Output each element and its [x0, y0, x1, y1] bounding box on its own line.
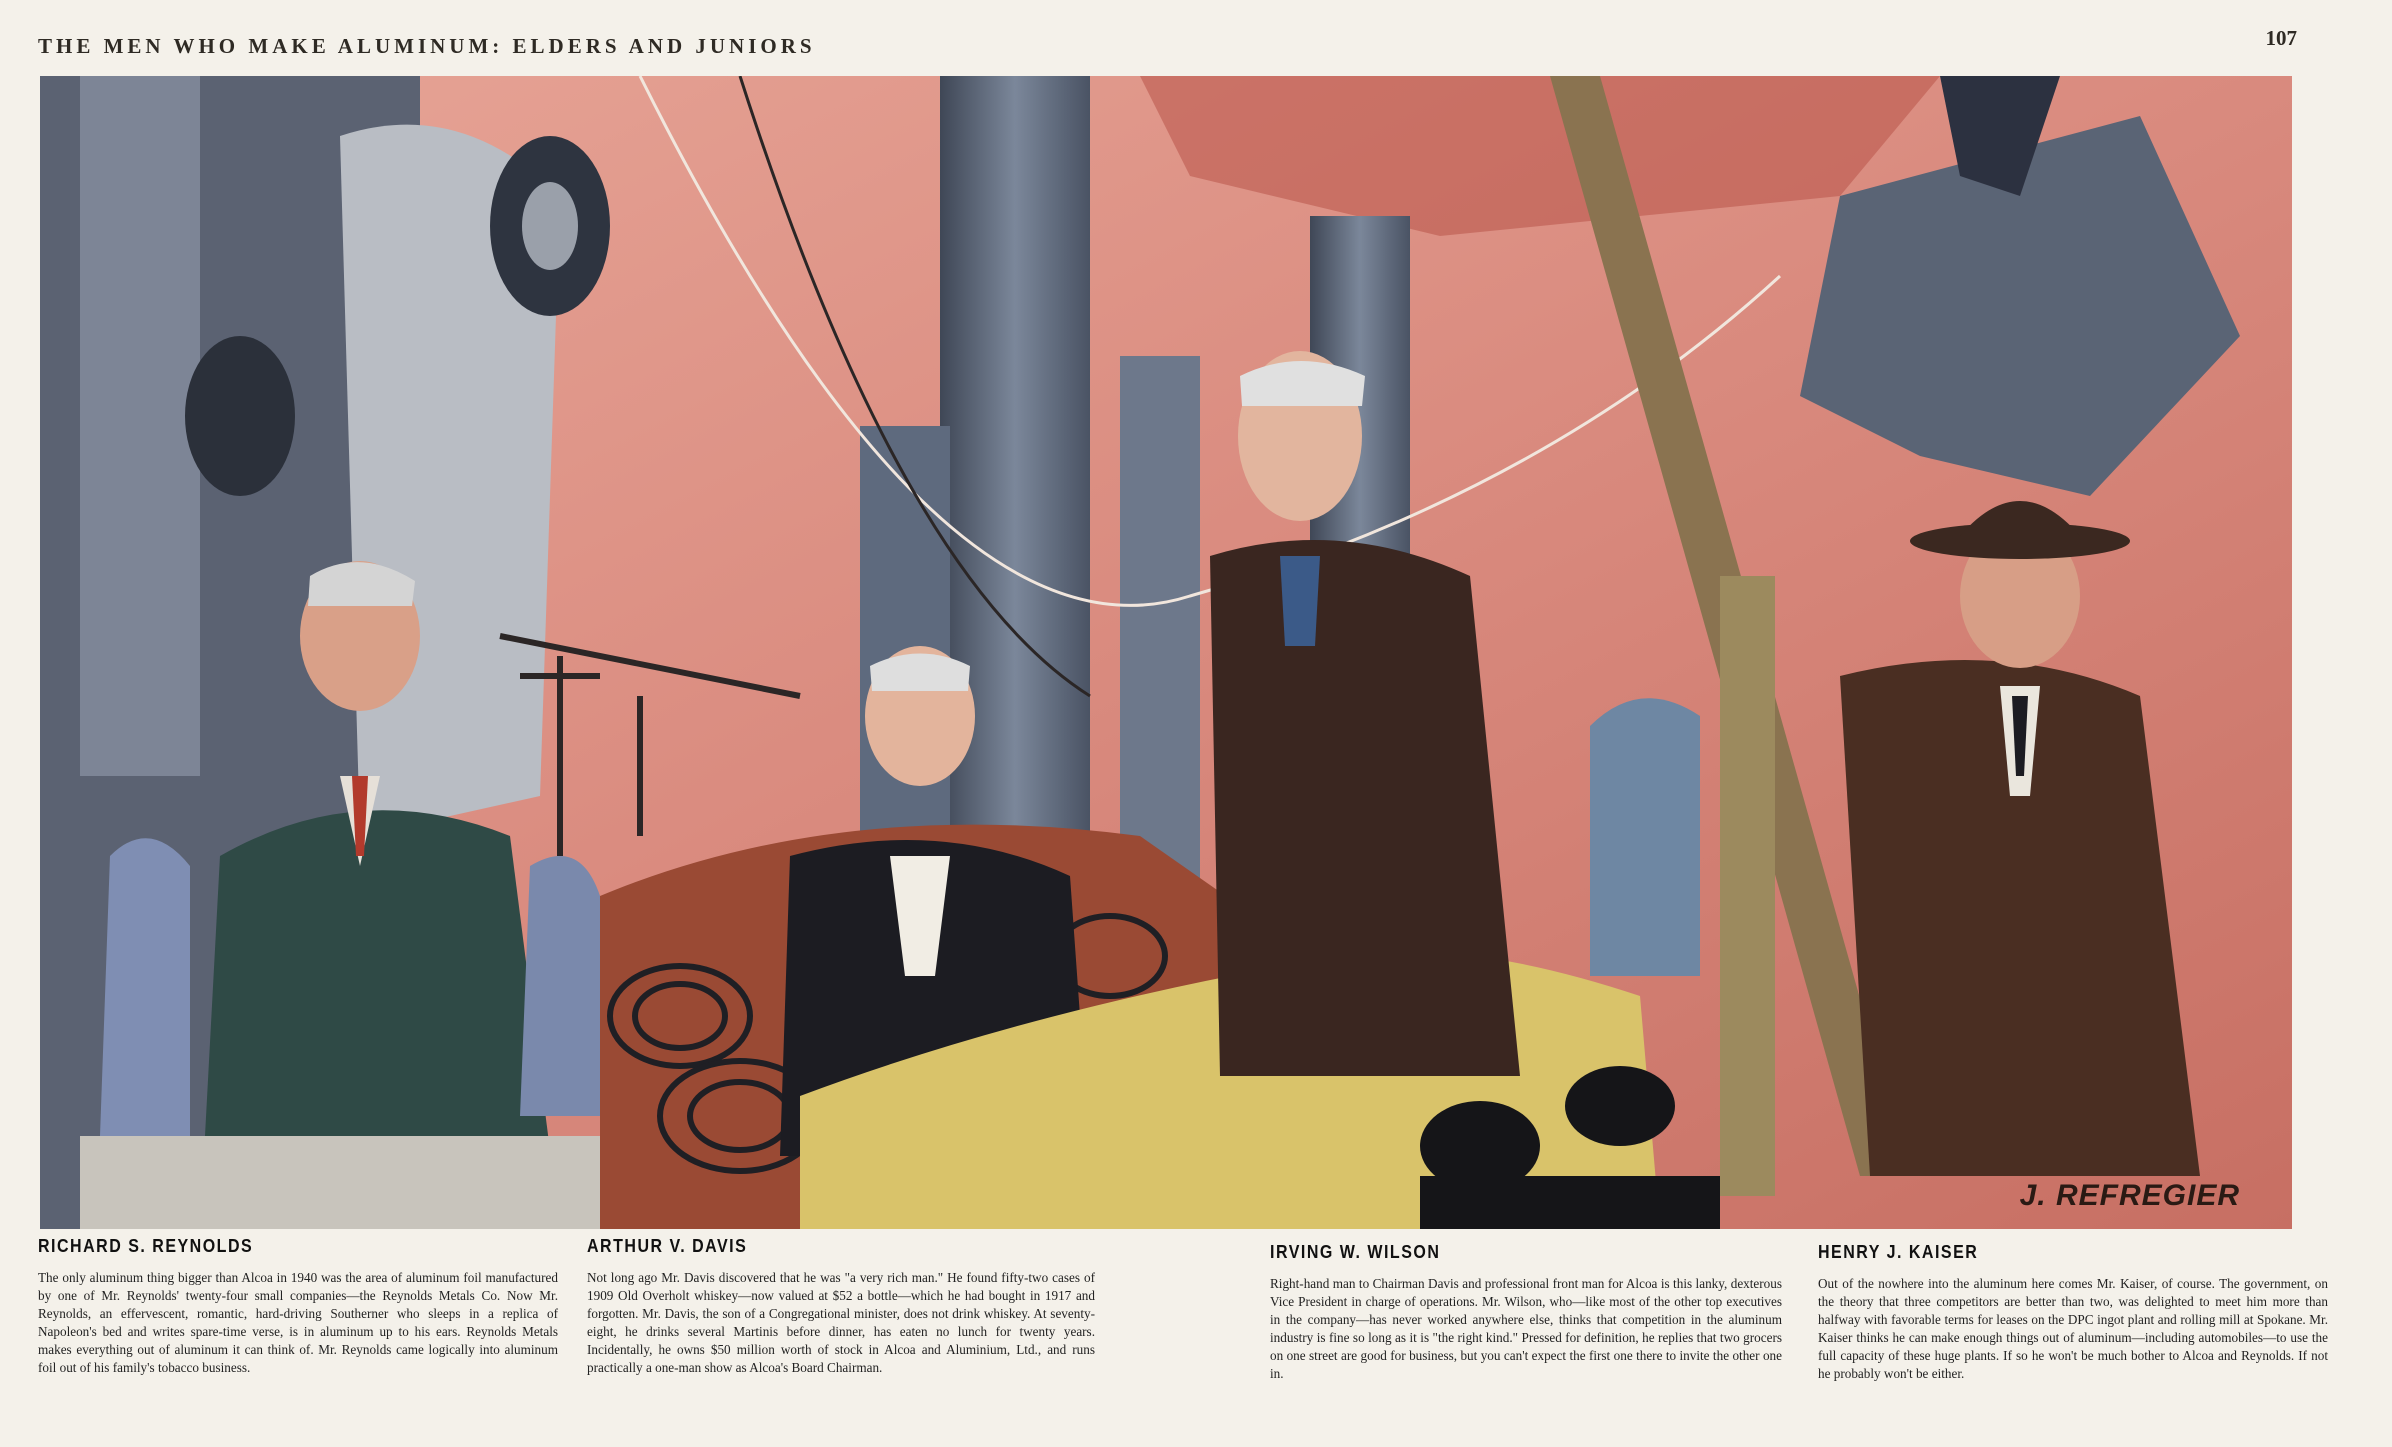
caption-name: HENRY J. KAISER	[1818, 1243, 1979, 1263]
caption-kaiser	[1818, 1243, 2328, 1383]
caption-name: ARTHUR V. DAVIS	[587, 1237, 748, 1257]
lamp-post	[1720, 576, 1775, 1196]
caption-text: Right-hand man to Chairman Davis and professional front man for Alcoa is this lanky, dexterous Vice President in charge of operations. Mr. Wilson, who—like most of the other top executives in the company—has never worked anywhere else, thinks that competition in the aluminum industry is fine so long as it is "the right kind." Pressed for definition, he replies that two grocers on one street are good for business, but you can't expect the first one there to invite the other one in.	[1270, 1276, 1782, 1381]
caption-name: IRVING W. WILSON	[1270, 1243, 1441, 1263]
caption-reynolds	[38, 1237, 558, 1377]
page-number: 107	[2265, 26, 2297, 50]
running-head: THE MEN WHO MAKE ALUMINUM: ELDERS AND JUNIORS	[38, 34, 816, 58]
worker-left	[100, 838, 190, 1136]
caption-name: RICHARD S. REYNOLDS	[38, 1237, 254, 1257]
worker-right	[520, 856, 600, 1116]
foil-roll-lower	[185, 336, 295, 496]
caption-wilson	[1270, 1243, 1782, 1383]
caption-text: Not long ago Mr. Davis discovered that he was "a very rich man." He found fifty-two cases of 1909 Old Overholt whiskey—now valued at $52 a bottle—which he had bought in 1917 and forgotten. Mr. Davis, the son of a Congregational minister, does not drink whiskey. At seventy-eight, he drinks several Martinis before dinner, has eaten no lunch for twenty years. Incidentally, he owns $50 million worth of stock in Alcoa and Aluminium, Ltd., and runs practically a one-man show as Alcoa's Board Chairman.	[587, 1270, 1095, 1375]
caption-text: Out of the nowhere into the aluminum here comes Mr. Kaiser, of course. The government, on the theory that three competitors are better than two, was delighted to meet him more than halfway with favorable terms for leases on the DPC ingot plant and rolling mill at Spokane. Mr. Kaiser thinks he can make enough things out of aluminum—including automobiles—to use the full capacity of these huge plants. If so he won't be much bother to Alcoa and Reynolds. If not he probably won't be either.	[1818, 1276, 2328, 1381]
illustration	[40, 76, 2292, 1229]
worker-binoculars	[1590, 698, 1700, 976]
caption-davis	[587, 1237, 1095, 1377]
foil-stack	[80, 1136, 600, 1229]
caption-text: The only aluminum thing bigger than Alcoa in 1940 was the area of aluminum foil manufactured by one of Mr. Reynolds' twenty-four small companies—the Reynolds Metals Co. Now Mr. Reynolds, an effervescent, romantic, hard-driving Southerner who sleeps in a replica of Napoleon's bed and writes spare-time verse, is in aluminum up to his ears. Reynolds Metals makes everything out of aluminum it can think of. Mr. Reynolds came logically into aluminum foil out of his family's tobacco business.	[38, 1270, 558, 1375]
artist-signature: J. REFREGIER	[2019, 1179, 2240, 1212]
painting-canvas	[40, 76, 2292, 1229]
